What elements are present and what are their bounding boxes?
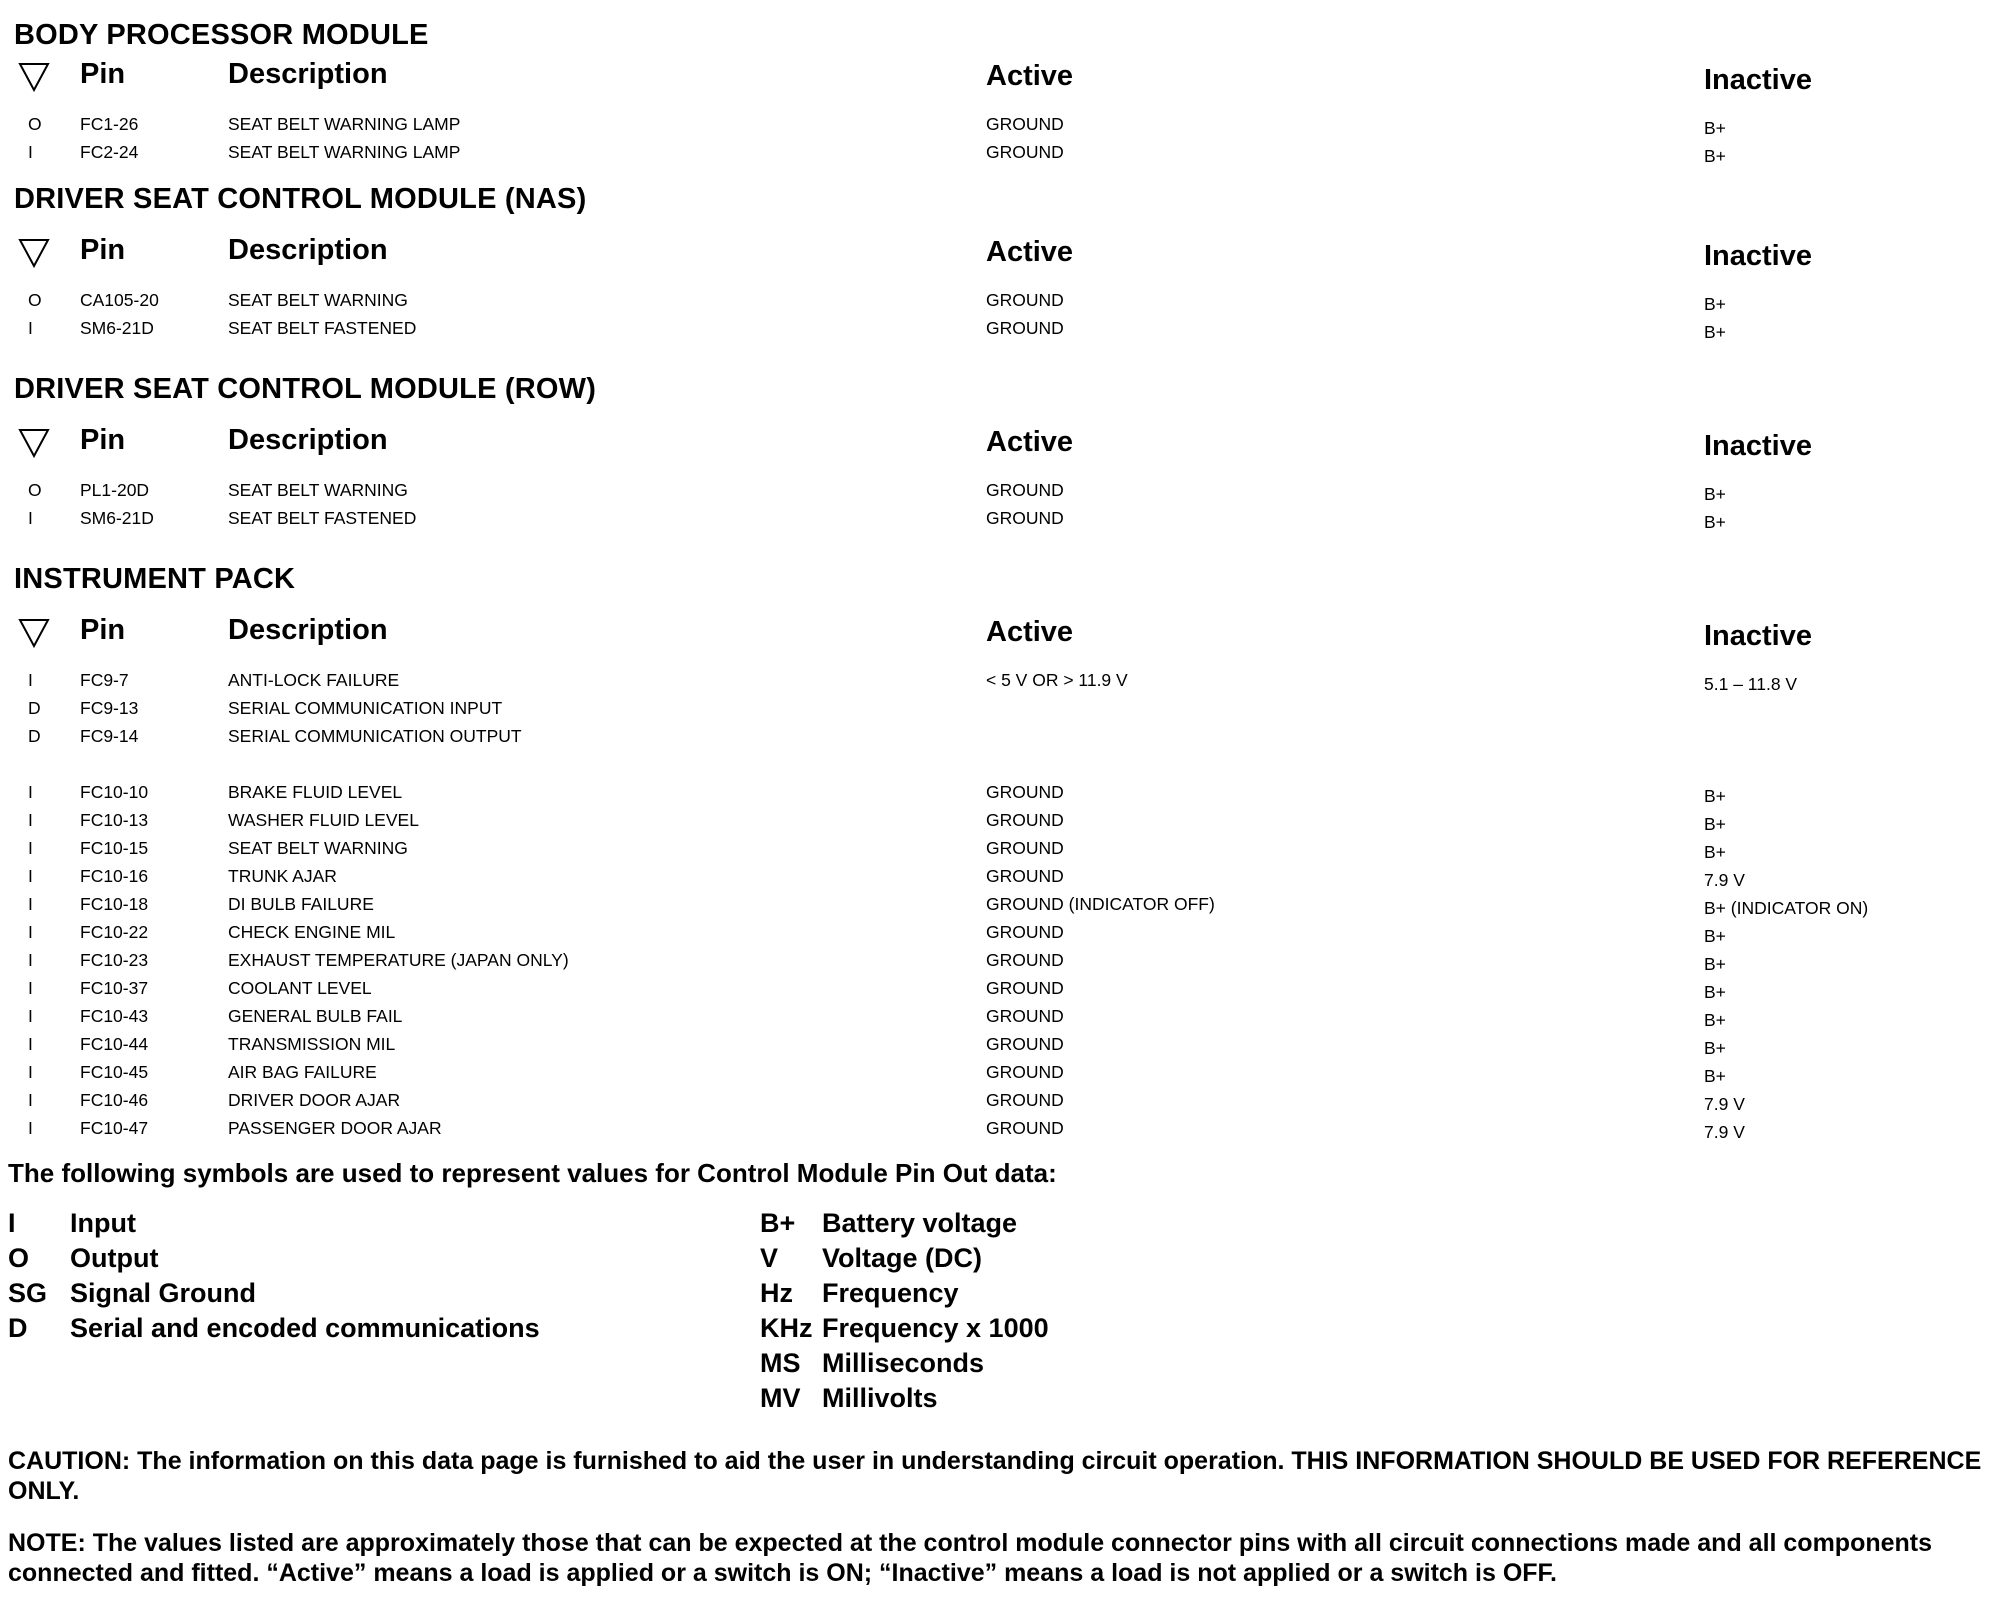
pin-id: FC2-24 — [80, 142, 139, 162]
pin-type: I — [28, 1090, 33, 1110]
pin-id: PL1-20D — [80, 480, 150, 500]
pin-description: BRAKE FLUID LEVEL — [228, 782, 403, 802]
pin-type: I — [28, 1118, 33, 1138]
table-row — [14, 1058, 2004, 1086]
table-row — [14, 504, 2004, 532]
pin-type: O — [28, 290, 42, 310]
symbol-code: SG — [8, 1278, 48, 1308]
table-row — [14, 918, 2004, 946]
symbol-meaning: Frequency x 1000 — [822, 1313, 1049, 1343]
pin-id: CA105-20 — [80, 290, 159, 310]
header-description: Description — [228, 614, 388, 646]
symbol-meaning: Signal Ground — [70, 1278, 256, 1308]
header-active: Active — [986, 236, 1074, 268]
active-value: GROUND — [986, 922, 1064, 942]
pin-description: EXHAUST TEMPERATURE (JAPAN ONLY) — [228, 950, 569, 970]
header-active: Active — [986, 616, 1074, 648]
connector-triangle-icon — [18, 428, 50, 458]
pin-id: FC10-13 — [80, 810, 149, 830]
pin-type: I — [28, 508, 33, 528]
active-value: GROUND — [986, 114, 1064, 134]
pin-type: I — [28, 1034, 33, 1054]
table-row — [14, 946, 2004, 974]
table-row — [14, 286, 2004, 314]
symbol-meaning: Frequency — [822, 1278, 959, 1308]
pin-description: CHECK ENGINE MIL — [228, 922, 396, 942]
pin-id: FC10-23 — [80, 950, 149, 970]
pin-description: GENERAL BULB FAIL — [228, 1006, 403, 1026]
inactive-value: B+ — [1704, 1010, 1726, 1030]
header-inactive: Inactive — [1704, 430, 1812, 462]
active-value: GROUND — [986, 318, 1064, 338]
pin-id: FC10-22 — [80, 922, 149, 942]
table-row — [14, 110, 2004, 138]
pin-type: I — [28, 950, 33, 970]
table-row — [14, 778, 2004, 806]
pin-description: PASSENGER DOOR AJAR — [228, 1118, 442, 1138]
active-value: GROUND — [986, 810, 1064, 830]
pin-type: I — [28, 922, 33, 942]
active-value: GROUND — [986, 1006, 1064, 1026]
symbol-meaning: Input — [70, 1208, 136, 1238]
pin-id: FC1-26 — [80, 114, 139, 134]
pin-type: O — [28, 114, 42, 134]
note-text: NOTE: The values listed are approximately those that can be expected at the control module connector pins with all circuit connections made and all components connected and fitted. “Active” means a load is applied or a switch is ON; “Inactive” means a load is not applied or a switch is OFF. — [8, 1529, 1933, 1587]
pin-description: DRIVER DOOR AJAR — [228, 1090, 401, 1110]
caution-text: CAUTION: The information on this data page is furnished to aid the user in understanding circuit operation. THIS INFORMATION SHOULD BE USED FOR REFERENCE ONLY. — [8, 1447, 1982, 1505]
table-header — [14, 52, 2004, 110]
row-gap — [14, 750, 2004, 778]
pin-id: FC10-43 — [80, 1006, 149, 1026]
pin-type: I — [28, 670, 33, 690]
header-pin: Pin — [80, 424, 126, 456]
header-pin: Pin — [80, 58, 126, 90]
section-instrument-pack — [14, 562, 2004, 1142]
symbol-code: KHz — [760, 1313, 813, 1343]
pin-id: FC10-15 — [80, 838, 149, 858]
header-pin: Pin — [80, 234, 126, 266]
table-row — [14, 666, 2004, 694]
inactive-value: 7.9 V — [1704, 1122, 1745, 1142]
pin-type: I — [28, 894, 33, 914]
inactive-value: 5.1 – 11.8 V — [1704, 674, 1798, 694]
symbol-code: V — [760, 1243, 779, 1273]
table-row — [14, 1114, 2004, 1142]
symbol-code: D — [8, 1313, 28, 1343]
pin-description: ANTI-LOCK FAILURE — [228, 670, 400, 690]
active-value: GROUND — [986, 290, 1064, 310]
table-row — [14, 1002, 2004, 1030]
pin-id: FC10-10 — [80, 782, 149, 802]
symbol-code: MV — [760, 1383, 801, 1413]
inactive-value: 7.9 V — [1704, 1094, 1745, 1114]
pin-description: COOLANT LEVEL — [228, 978, 372, 998]
pin-type: I — [28, 782, 33, 802]
pin-id: FC10-16 — [80, 866, 149, 886]
symbol-meaning: Voltage (DC) — [822, 1243, 982, 1273]
pin-description: SEAT BELT WARNING — [228, 838, 408, 858]
active-value: GROUND — [986, 978, 1064, 998]
pin-type: I — [28, 1062, 33, 1082]
pin-type: D — [28, 698, 41, 718]
symbol-code: I — [8, 1208, 16, 1238]
header-description: Description — [228, 234, 388, 266]
section-body-processor-module — [14, 18, 2004, 166]
pin-description: AIR BAG FAILURE — [228, 1062, 377, 1082]
pin-type: I — [28, 142, 33, 162]
pin-id: FC10-45 — [80, 1062, 149, 1082]
table-row — [14, 476, 2004, 504]
symbol-meaning: Milliseconds — [822, 1348, 985, 1378]
pin-description: SEAT BELT WARNING LAMP — [228, 142, 461, 162]
table-row — [14, 138, 2004, 166]
table-row — [14, 694, 2004, 722]
section-title: DRIVER SEAT CONTROL MODULE (ROW) — [14, 373, 597, 405]
header-pin: Pin — [80, 614, 126, 646]
inactive-value: B+ — [1704, 1066, 1726, 1086]
inactive-value: 7.9 V — [1704, 870, 1745, 890]
pin-description: SEAT BELT FASTENED — [228, 318, 417, 338]
pin-description: SEAT BELT WARNING — [228, 480, 408, 500]
symbol-meaning: Millivolts — [822, 1383, 938, 1413]
header-inactive: Inactive — [1704, 240, 1812, 272]
inactive-value: B+ — [1704, 842, 1726, 862]
active-value: < 5 V OR > 11.9 V — [986, 670, 1128, 690]
symbol-meaning: Output — [70, 1243, 159, 1273]
inactive-value: B+ — [1704, 118, 1726, 138]
active-value: GROUND — [986, 1090, 1064, 1110]
connector-triangle-icon — [18, 238, 50, 268]
active-value: GROUND — [986, 866, 1064, 886]
inactive-value: B+ — [1704, 146, 1726, 166]
pin-id: FC9-13 — [80, 698, 139, 718]
inactive-value: B+ — [1704, 1038, 1726, 1058]
active-value: GROUND (INDICATOR OFF) — [986, 894, 1215, 914]
header-description: Description — [228, 424, 388, 456]
table-row — [14, 890, 2004, 918]
section-driver-seat-nas — [14, 182, 2004, 342]
inactive-value: B+ (INDICATOR ON) — [1704, 898, 1869, 918]
inactive-value: B+ — [1704, 484, 1726, 504]
inactive-value: B+ — [1704, 926, 1726, 946]
active-value: GROUND — [986, 142, 1064, 162]
table-row — [14, 806, 2004, 834]
active-value: GROUND — [986, 1118, 1064, 1138]
table-row — [14, 314, 2004, 342]
table-header — [14, 418, 2004, 476]
inactive-value: B+ — [1704, 294, 1726, 314]
table-row — [14, 862, 2004, 890]
symbol-code: O — [8, 1243, 30, 1273]
active-value: GROUND — [986, 950, 1064, 970]
inactive-value: B+ — [1704, 322, 1726, 342]
pin-id: FC10-18 — [80, 894, 149, 914]
pin-description: SEAT BELT WARNING LAMP — [228, 114, 461, 134]
pin-type: I — [28, 810, 33, 830]
header-inactive: Inactive — [1704, 620, 1812, 652]
symbol-meaning: Battery voltage — [822, 1208, 1018, 1238]
pin-description: SERIAL COMMUNICATION OUTPUT — [228, 726, 522, 746]
table-row — [14, 1030, 2004, 1058]
pin-id: SM6-21D — [80, 508, 154, 528]
section-driver-seat-row — [14, 372, 2004, 532]
pin-id: FC9-7 — [80, 670, 129, 690]
pin-type: I — [28, 978, 33, 998]
active-value: GROUND — [986, 782, 1064, 802]
pin-type: I — [28, 318, 33, 338]
pin-description: SEAT BELT WARNING — [228, 290, 408, 310]
table-row — [14, 1086, 2004, 1114]
inactive-value: B+ — [1704, 954, 1726, 974]
table-header — [14, 608, 2004, 666]
pin-id: FC10-44 — [80, 1034, 149, 1054]
pin-description: SERIAL COMMUNICATION INPUT — [228, 698, 503, 718]
table-row — [14, 974, 2004, 1002]
pin-id: FC10-47 — [80, 1118, 149, 1138]
header-description: Description — [228, 58, 388, 90]
pin-id: FC9-14 — [80, 726, 139, 746]
table-row — [14, 834, 2004, 862]
section-title: INSTRUMENT PACK — [14, 563, 296, 595]
pin-description: DI BULB FAILURE — [228, 894, 374, 914]
pin-description: TRANSMISSION MIL — [228, 1034, 396, 1054]
pin-type: I — [28, 866, 33, 886]
inactive-value: B+ — [1704, 814, 1726, 834]
section-title: DRIVER SEAT CONTROL MODULE (NAS) — [14, 183, 587, 215]
header-active: Active — [986, 60, 1074, 92]
pin-description: TRUNK AJAR — [228, 866, 337, 886]
inactive-value: B+ — [1704, 512, 1726, 532]
inactive-value: B+ — [1704, 982, 1726, 1002]
symbol-meaning: Serial and encoded communications — [70, 1313, 540, 1343]
symbol-code: B+ — [760, 1208, 796, 1238]
pin-description: SEAT BELT FASTENED — [228, 508, 417, 528]
pin-id: FC10-37 — [80, 978, 149, 998]
symbol-code: MS — [760, 1348, 801, 1378]
pin-type: O — [28, 480, 42, 500]
active-value: GROUND — [986, 838, 1064, 858]
table-row — [14, 722, 2004, 750]
connector-triangle-icon — [18, 62, 50, 92]
active-value: GROUND — [986, 1034, 1064, 1054]
pin-type: D — [28, 726, 41, 746]
header-inactive: Inactive — [1704, 64, 1812, 96]
active-value: GROUND — [986, 508, 1064, 528]
active-value: GROUND — [986, 480, 1064, 500]
pin-type: I — [28, 1006, 33, 1026]
symbols-intro: The following symbols are used to represent values for Control Module Pin Out data: — [8, 1158, 1057, 1188]
active-value: GROUND — [986, 1062, 1064, 1082]
pin-type: I — [28, 838, 33, 858]
connector-triangle-icon — [18, 618, 50, 648]
pin-description: WASHER FLUID LEVEL — [228, 810, 419, 830]
pin-id: SM6-21D — [80, 318, 154, 338]
pin-id: FC10-46 — [80, 1090, 149, 1110]
symbol-code: Hz — [760, 1278, 793, 1308]
section-title: BODY PROCESSOR MODULE — [14, 19, 429, 51]
header-active: Active — [986, 426, 1074, 458]
inactive-value: B+ — [1704, 786, 1726, 806]
table-header — [14, 228, 2004, 286]
